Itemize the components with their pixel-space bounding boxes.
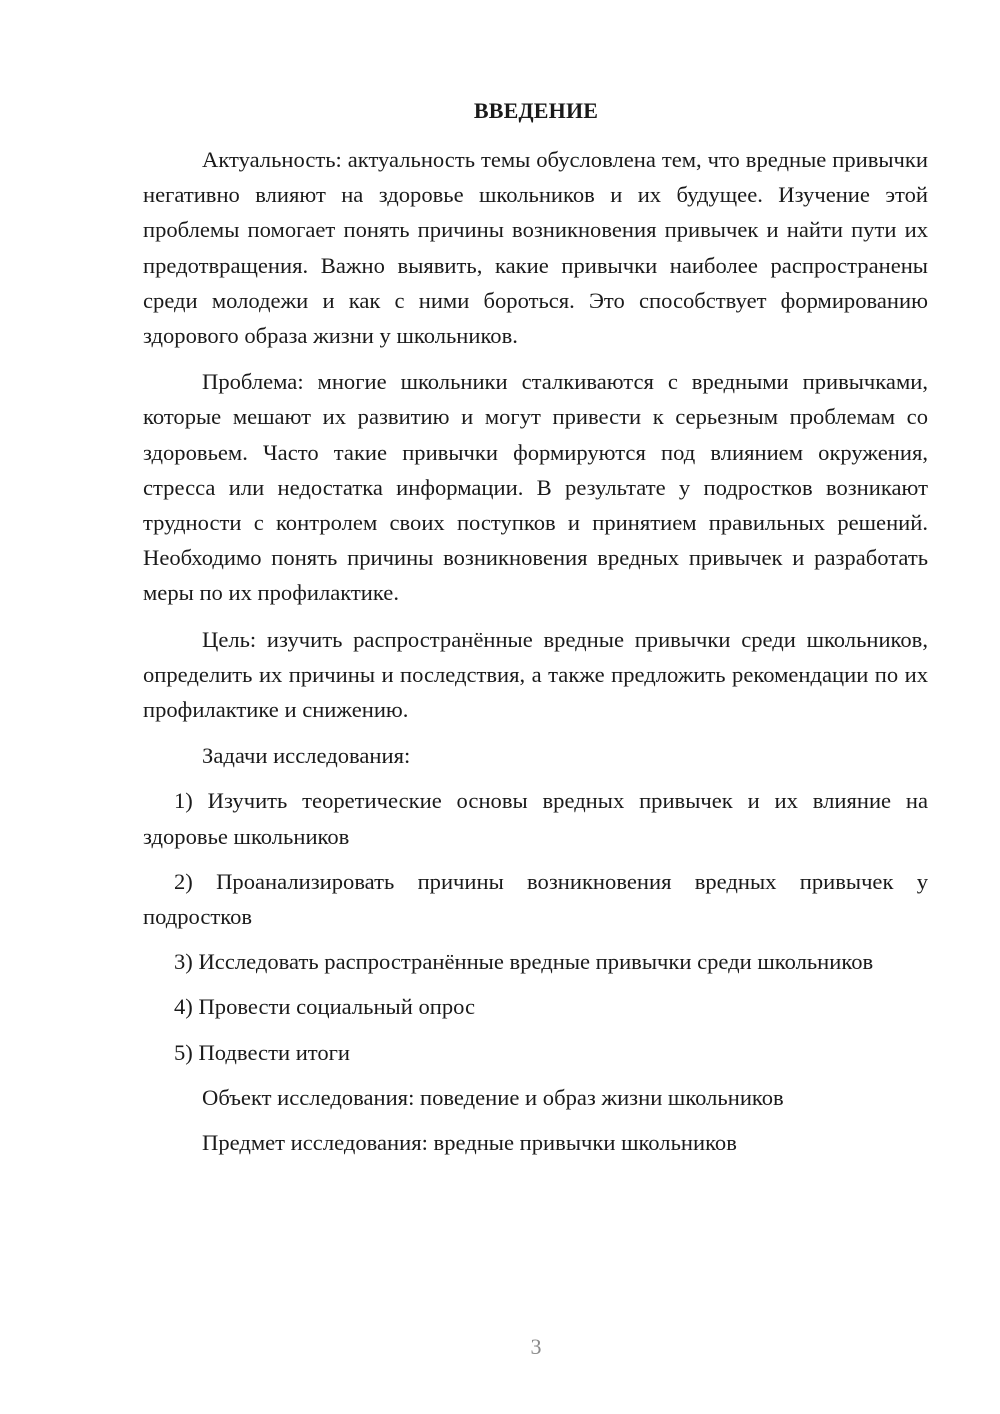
page-number: 3 <box>530 1334 542 1359</box>
task-item-2: 2) Проанализировать причины возникновения вредных привычек у подростков <box>143 868 928 930</box>
task-item-5: 5) Подвести итоги <box>174 1039 351 1065</box>
section-heading: ВВЕДЕНИЕ <box>473 98 599 123</box>
relevance-paragraph: Актуальность: актуальность темы обусловлена тем, что вредные привычки негативно влияют на здоровье школьников и их будущее. Изучение этой проблемы помогает понять причины возникновения привычек и найти пути их предотвращения. Важно выявить, какие привычки наиболее распространены среди молодежи и как с ними бороться. Это способствует формированию здорового образа жизни у школьников. <box>143 147 928 349</box>
goal-paragraph: Цель: изучить распространённые вредные привычки среди школьников, определить их причины и последствия, а также предложить рекомендации по их профилактике и снижению. <box>143 626 928 723</box>
problem-paragraph: Проблема: многие школьники сталкиваются с вредными привычками, которые мешают их развитию и могут привести к серьезным проблемам со здоровьем. Часто такие привычки формируются под влиянием окружения, стресса или недостатка информации. В результате у подростков возникают трудности с контролем своих поступков и принятием правильных решений. Необходимо понять причины возникновения вредных привычек и разработать меры по их профилактике. <box>143 369 928 606</box>
task-item-3: 3) Исследовать распространённые вредные привычки среди школьников <box>174 949 874 975</box>
research-object: Объект исследования: поведение и образ жизни школьников <box>202 1084 784 1110</box>
research-subject: Предмет исследования: вредные привычки школьников <box>202 1130 737 1156</box>
task-item-1: 1) Изучить теоретические основы вредных привычек и их влияние на здоровье школьников <box>143 788 928 849</box>
document-body <box>143 142 928 1160</box>
tasks-title: Задачи исследования: <box>202 743 411 769</box>
task-item-4: 4) Провести социальный опрос <box>174 994 476 1020</box>
